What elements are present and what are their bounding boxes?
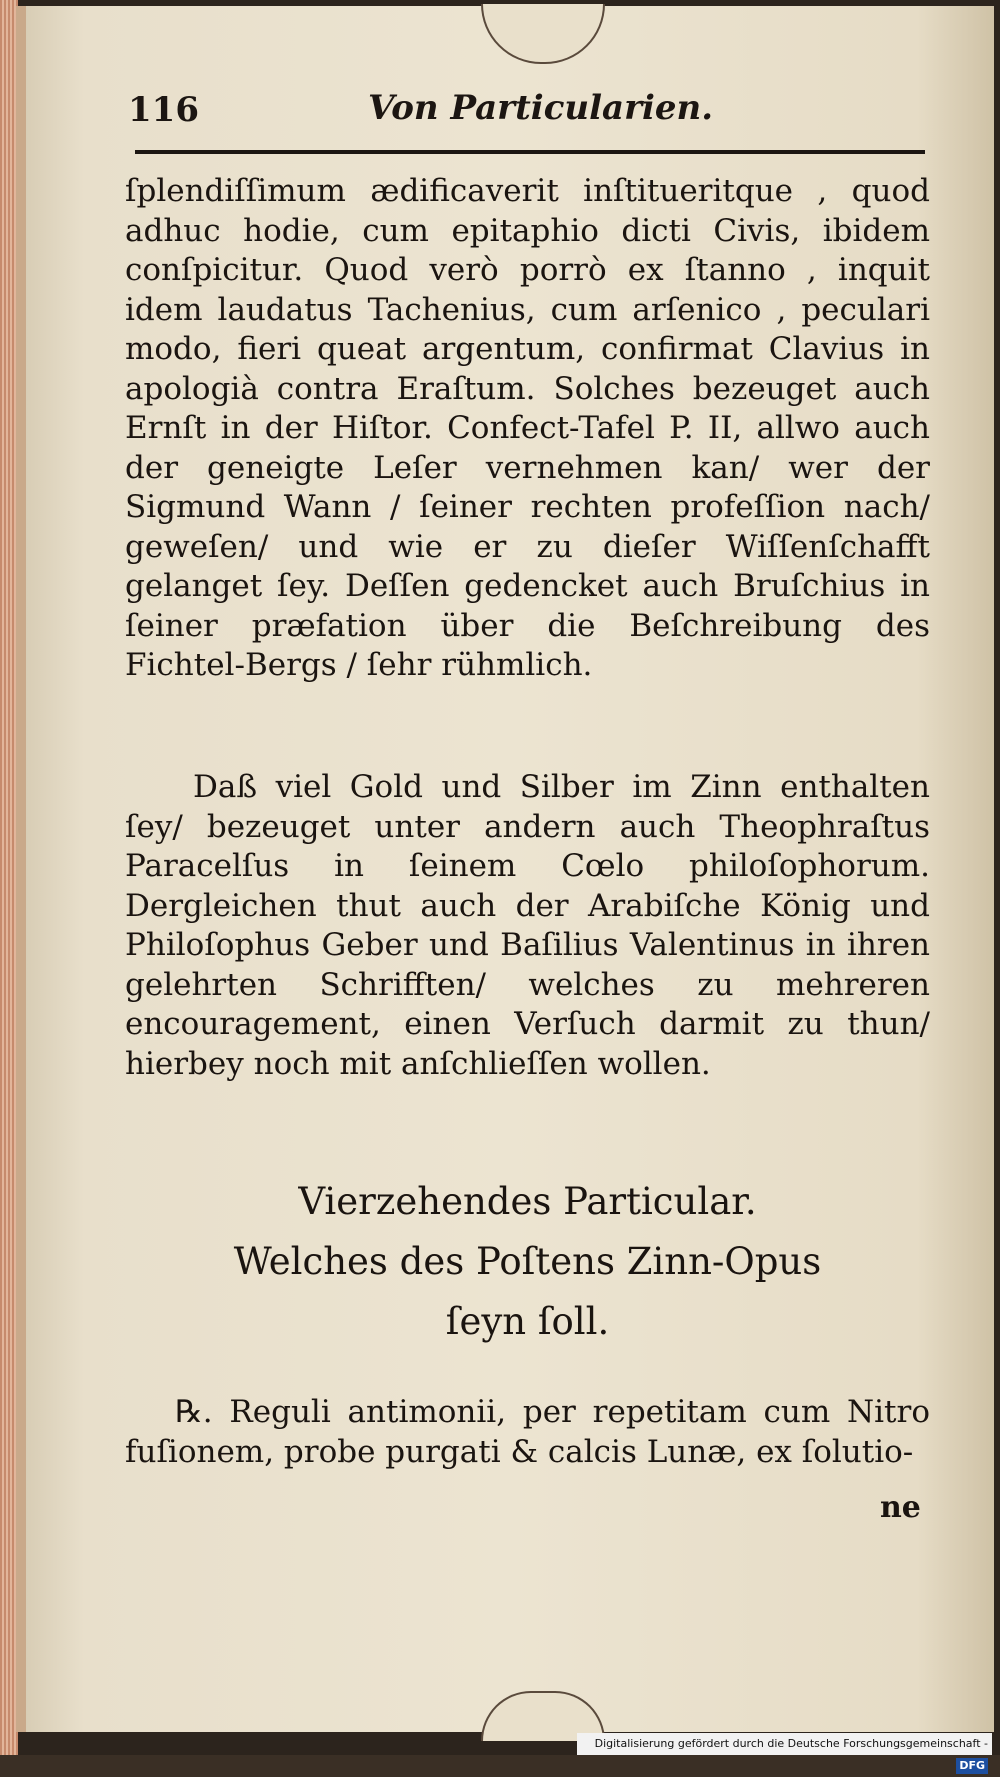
- catchword: ne: [880, 1490, 921, 1525]
- body-paragraph-2: Daß viel Gold und Silber im Zinn enthalten ſey/ bezeuget unter andern auch Theophraſtus Paracelſus in ſeinem Cœlo philoſophorum. Dergleichen thut auch der Arabiſche König und Philoſophus Geber und Baſilius Valentinus in ihren gelehrten Schrifften/ welches zu mehreren encouragement, einen Verſuch darmit zu thun/ hierbey noch mit anſchlieſſen wollen.: [125, 769, 930, 1082]
- page-header: [128, 80, 928, 140]
- dfg-logo: DFG: [956, 1758, 988, 1774]
- digitization-footer: [577, 1733, 992, 1772]
- footer-text: Digitalisierung gefördert durch die Deutsche Forschungsgemeinschaft -: [594, 1737, 988, 1750]
- header-rule: [135, 150, 925, 154]
- running-head: Von Particularien.: [368, 88, 714, 128]
- body-paragraph-1: ſplendiſſimum ædificaverit inſtitueritque , quod adhuc hodie, cum epitaphio dicti Civis, ibidem conſpicitur. Quod verò porrò ex ſtanno , inquit idem laudatus Tachenius, cum arſenico , peculari modo, fieri queat argentum, confirmat Clavius in apologià contra Eraſtum. Solches bezeuget auch Ernſt in der Hiſtor. Confect-Tafel P. II, allwo auch der geneigte Leſer vernehmen kan/ wer der Sigmund Wann / ſeiner rechten profeſſion nach/ geweſen/ und wie er zu dieſer Wiſſenſchafft gelanget ſey. Deſſen gedencket auch Bruſchius in ſeiner præfation über die Beſchreibung des Fichtel-Bergs / ſehr rühmlich.: [125, 173, 930, 683]
- recipe-paragraph: ℞. Reguli antimonii, per repetitam cum Nitro fuſionem, probe purgati & calcis Lunæ, ex ſolutio-: [125, 1394, 930, 1470]
- section-title-line-2: Welches des Poſtens Zinn-Opus: [233, 1240, 822, 1283]
- section-title-line-3: ſeyn ſoll.: [445, 1300, 610, 1343]
- page-clip-top: [481, 4, 605, 64]
- page-number: 116: [128, 90, 199, 130]
- section-title-line-1: Vierzehendes Particular.: [298, 1180, 757, 1223]
